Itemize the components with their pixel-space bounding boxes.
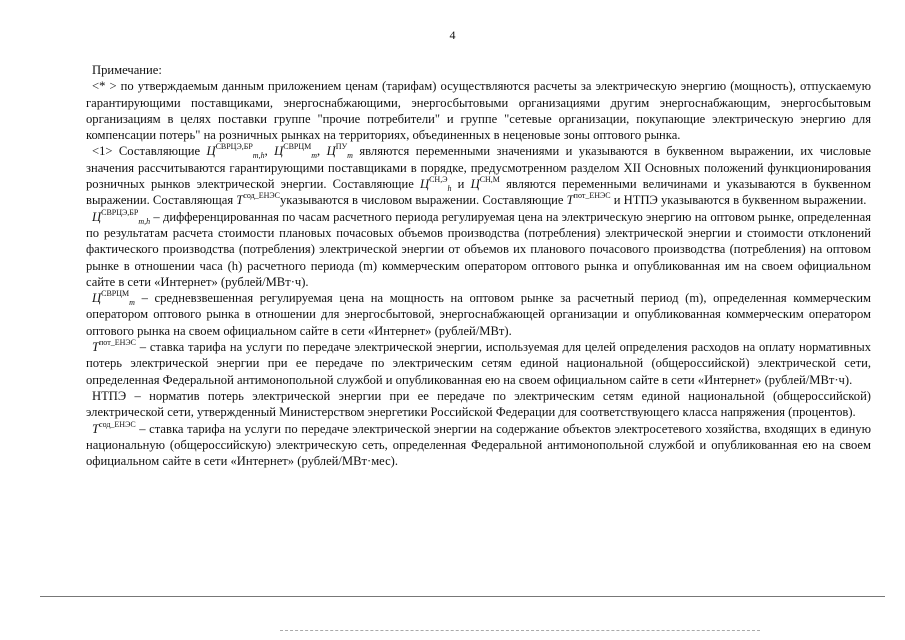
symbol-price-svrcm-def: $Ц^{СВРЦМ}_m$ [92, 289, 135, 308]
paragraph-def-sod [86, 421, 871, 470]
note-1-lead: <1> Составляющие [92, 144, 201, 159]
note-heading: Примечание: [92, 63, 162, 77]
document-body [86, 62, 871, 469]
definition-sod-text: – ставка тарифа на услуги по передаче электрической энергии на содержание объектов электросетевого хозяйства, входящих в единую национальную (общероссийскую) электрическую сеть, определенная Федеральной антимонопольной службой и опубликованная ею на своем официальном сайте в сети «Интернет» (рублей/МВт·мес). [86, 421, 871, 469]
symbol-tariff-sod: $Т^{сод\_ЕНЭС}$ [236, 191, 280, 208]
note-1-text-f: и НТПЭ указываются в буквенном выражении. [613, 193, 867, 208]
paragraph-def-pot [86, 339, 871, 388]
note-1-text-d: являются переменными величинами и указываются в буквенном выражении. Составляющая [86, 177, 871, 208]
paragraph-note-1: <1> Составляющие $Ц^{СВРЦЭ,БР}_{m,h}$, $Ц^{СВРЦМ}_m$, $Ц^{ПУ}_m$ являются переменными значениями и указываются в буквенном выражении, их числовые значения рассчитываются гарантирующими поставщиками в порядке, предусмотренном разделом XII Основных положений функционирования розничных рынков электрической энергии. Составляющие $Ц^{СН,Э}_h$ и $Ц^{СН,М}$ являются переменными величинами и указываются в буквенном выражении. Составляющая $Т^{сод\_ЕНЭС}указываются$ в числовом выражении. Составляющие $Т^{пот\_ЕНЭС}$ и НТПЭ указываются в буквенном выражении. [86, 142, 872, 208]
bottom-rule [40, 596, 885, 597]
paragraph-def-svrcm [86, 290, 871, 339]
paragraph-def-svrce [86, 209, 871, 290]
symbol-tariff-sod-def: $Т^{сод\_ЕНЭС}$ [92, 419, 136, 436]
symbol-price-svrcm: $Ц^{СВРЦМ}_m$ [274, 142, 318, 161]
paragraph-note-star: <* > по утверждаемым данным приложением ценам (тарифам) осуществляются расчеты за электрическую энергию (мощность), отпускаемую гарантирующими поставщиками, энергоснабжающими, энергосбытовыми организациями другим энергоснабжающим, энергосбытовым организациям в целях поставки группе "прочие потребители" и группе "сетевые организации, покупающие электрическую энергию для компенсации потерь" на розничных рынках на территориях, объединенных в неценовые зоны оптового рынка. [86, 79, 871, 143]
paragraph-def-ntpe: НТПЭ – норматив потерь электрической энергии при ее передаче по электрическим сетям единой национальной (общероссийской) электрической сети, утвержденный Министерством энергетики Российской Федерации для соответствующего класса напряжения (процентов). [86, 388, 871, 420]
definition-svrce-text: – дифференцированная по часам расчетного периода регулируемая цена на электрическую энергию на оптовом рынке, определенная по результатам расчета стоимости плановых почасовых объемов производства (потребления) электрической энергии и стоимости отклонений фактического производства (потребления) электрической энергии от объемов их планового почасового производства (потребления) на оптовом рынке в отношении часа (h) расчетного периода (m) коммерческим оператором оптового рынка и опубликованная им на своем официальном сайте в сети «Интернет» (рублей/МВт·ч). [86, 209, 871, 289]
symbol-price-svrce: $Ц^{СВРЦЭ,БР}_{m,h}$ [206, 142, 265, 161]
symbol-tariff-pot-def: $Т^{пот\_ЕНЭС}$ [92, 338, 136, 355]
definition-pot-text: – ставка тарифа на услуги по передаче электрической энергии, используемая для целей определения расходов на оплату нормативных потерь электрической энергии при ее передаче по электрическим сетям единой национальной (общероссийской) электрической сети, определенная Федеральной антимонопольной службой и опубликованная ею на своем официальном сайте в сети «Интернет» (рублей/МВт·ч). [86, 340, 871, 387]
symbol-price-pu: $Ц^{ПУ}_m$ [326, 142, 353, 161]
symbol-tariff-pot: $Т^{пот\_ЕНЭС}$ [566, 191, 611, 208]
page-number: 4 [449, 28, 456, 42]
bottom-scan-artifact [280, 630, 760, 631]
note-1-text-e: указываются в числовом выражении. Составляющие [279, 193, 564, 208]
symbol-price-sn-m: $Ц^{СН,М}$ [470, 175, 500, 192]
symbol-price-sn-e: $Ц^{СН,Э}_h$ [419, 175, 452, 194]
note-1-text-b: являются переменными значениями и указываются в буквенном выражении, их числовые значения рассчитываются гарантирующими поставщиками в порядке, предусмотренном разделом XII Основных положений функционирования розничных рынков электрической энергии. Составляющие [86, 144, 872, 192]
definition-svrcm-text: – средневзвешенная регулируемая цена на мощность на оптовом рынке за расчетный период (m), определенная коммерческим оператором оптового рынка в отношении для энергосбытовой, энергоснабжающей организации и опубликованная коммерческим оператором оптового рынка на своем официальном сайте в сети «Интернет» (рублей/МВт). [86, 291, 871, 338]
symbol-price-svrce-def: $Ц^{СВРЦЭ,БР}_{m,h}$ [92, 207, 151, 226]
note-1-text-c: и [457, 177, 465, 192]
